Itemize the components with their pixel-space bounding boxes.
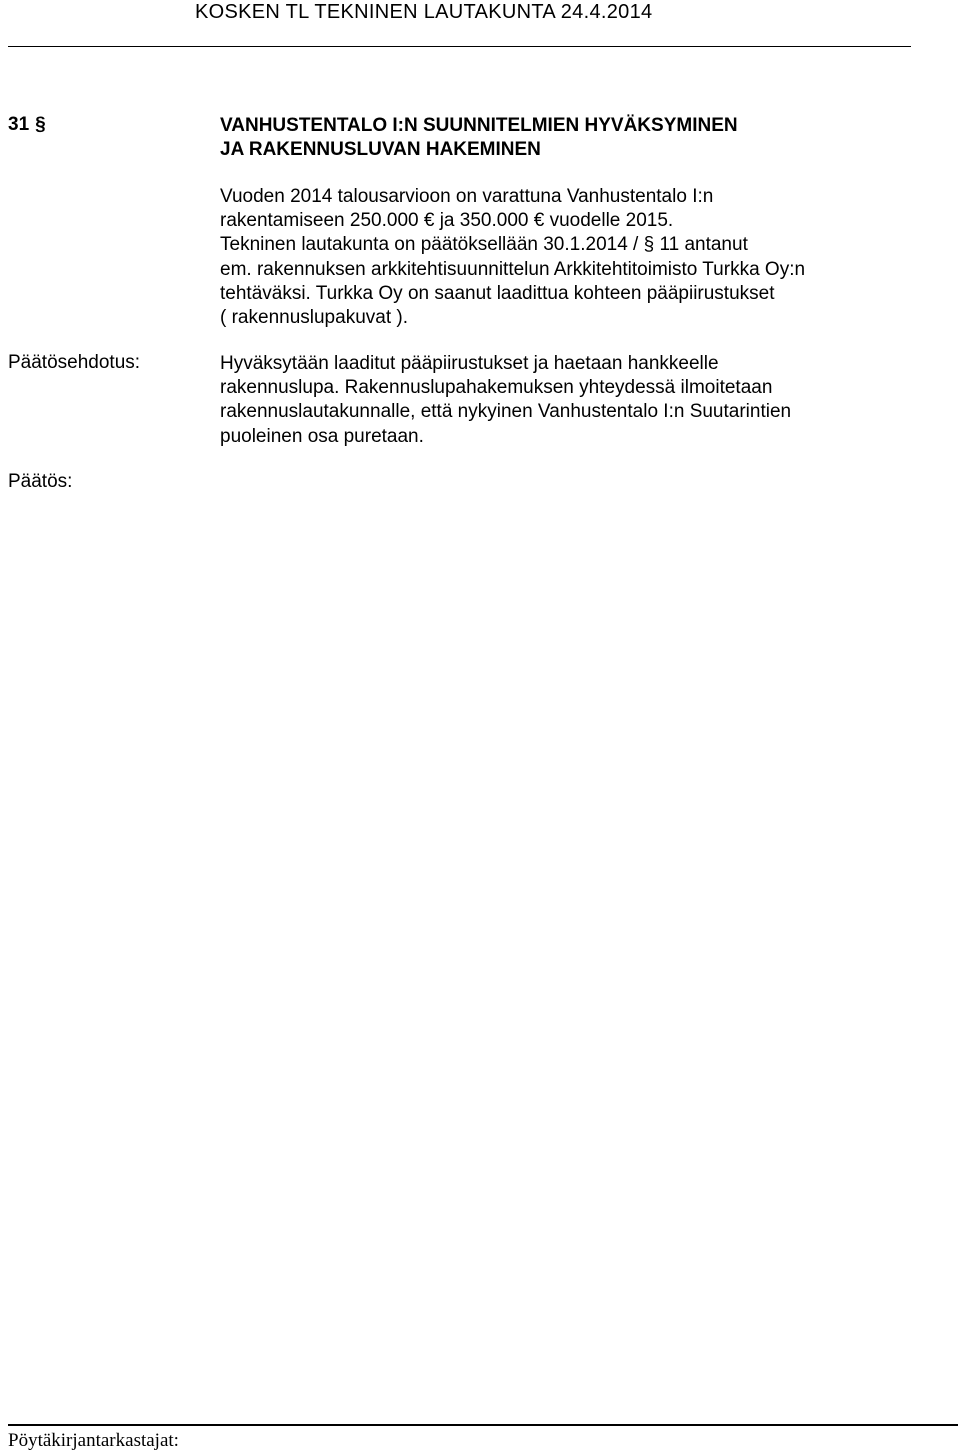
intro-line: Vuoden 2014 talousarvioon on varattuna Vanhustentalo I:n	[220, 186, 714, 207]
section-number	[8, 114, 46, 136]
footer-reviewers-label: Pöytäkirjantarkastajat:	[8, 1430, 179, 1451]
intro-line: tehtäväksi. Turkka Oy on saanut laadittua kohteen pääpiirustukset	[220, 282, 775, 304]
decision-label: Päätös:	[8, 471, 73, 492]
section-title-line: VANHUSTENTALO I:N SUUNNITELMIEN HYVÄKSYMINEN	[220, 115, 738, 136]
proposal-line: rakennuslautakunnalle, että nykyinen Vanhustentalo I:n Suutarintien	[220, 401, 792, 423]
intro-line: ( rakennuslupakuvat ).	[220, 307, 408, 329]
proposal-line: rakennuslupa. Rakennuslupahakemuksen yhteydessä ilmoitetaan	[220, 377, 773, 399]
proposal-line: Hyväksytään laaditut pääpiirustukset ja haetaan hankkeelle	[220, 353, 719, 374]
intro-line: rakentamiseen 250.000 € ja 350.000 € vuodelle 2015.	[220, 210, 674, 232]
section-number-value: 31	[8, 114, 30, 135]
page-header-title: KOSKEN TL TEKNINEN LAUTAKUNTA 24.4.2014	[195, 1, 653, 23]
proposal-line: puoleinen osa puretaan.	[220, 425, 424, 447]
intro-line: em. rakennuksen arkkitehtisuunnittelun Arkkitehtitoimisto Turkka Oy:n	[220, 258, 806, 280]
header-divider	[8, 46, 911, 47]
footer-divider	[8, 1424, 958, 1426]
intro-line: Tekninen lautakunta on päätöksellään 30.1.2014 / § 11 antanut	[220, 234, 748, 256]
intro-paragraph	[220, 185, 805, 330]
section-sign: §	[35, 114, 46, 135]
section-title	[220, 114, 738, 162]
section-title-line: JA RAKENNUSLUVAN HAKEMINEN	[220, 139, 541, 160]
proposal-label: Päätösehdotus:	[8, 352, 141, 373]
proposal-paragraph	[220, 352, 791, 449]
